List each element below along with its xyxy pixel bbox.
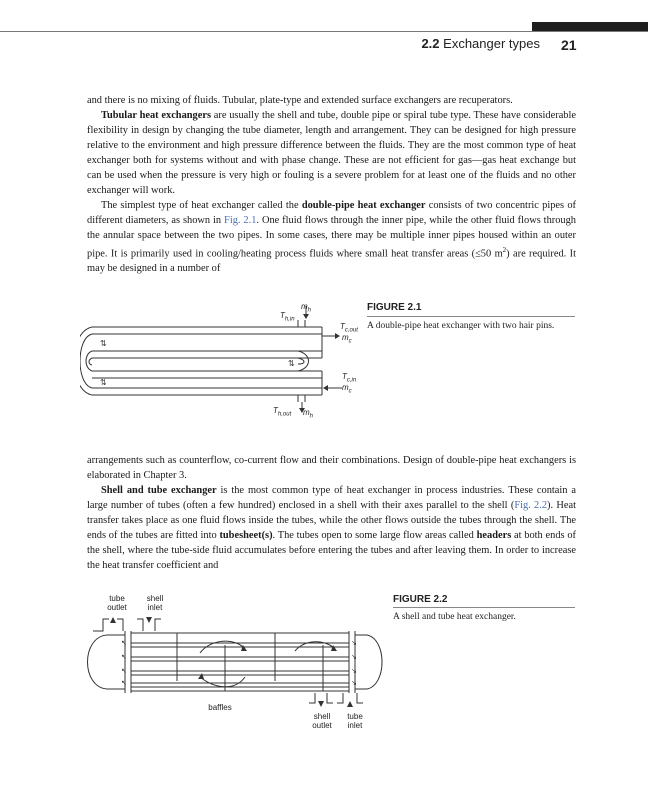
label-mh-out: $m_h$ xyxy=(303,408,314,420)
label-tc-in: $T_{c,in}$ xyxy=(342,372,357,384)
section-number: 2.2 xyxy=(421,36,440,51)
svg-text:⇅: ⇅ xyxy=(100,378,107,387)
label-th-in: $T_{h,in}$ xyxy=(280,311,295,323)
svg-text:↖: ↖ xyxy=(121,640,127,647)
running-header xyxy=(380,36,540,51)
label-baffles: baffles xyxy=(208,703,232,712)
header-rule xyxy=(0,31,648,32)
svg-text:↘: ↘ xyxy=(351,640,357,647)
figure-2-2-diagram xyxy=(85,615,385,710)
label-tube-outlet: tube outlet xyxy=(107,594,127,612)
term-shell-tube: Shell and tube exchanger xyxy=(101,485,217,496)
svg-text:↖: ↖ xyxy=(121,654,127,661)
label-tube-inlet: tube inlet xyxy=(347,712,363,730)
svg-text:↘: ↘ xyxy=(351,668,357,675)
figure-2-1-rule xyxy=(367,316,575,317)
figure-2-2-caption: A shell and tube heat exchanger. xyxy=(393,612,516,622)
fig-2-2-link[interactable]: Fig. 2.2 xyxy=(514,500,548,511)
figure-2-1-diagram xyxy=(80,300,380,425)
figure-2-1-label: FIGURE 2.1 xyxy=(367,302,422,313)
figure-2-2-label: FIGURE 2.2 xyxy=(393,594,448,605)
svg-text:⇅: ⇅ xyxy=(100,339,107,348)
svg-text:↖: ↖ xyxy=(121,680,127,687)
svg-text:↘: ↘ xyxy=(351,654,357,661)
paragraph-3: The simplest type of heat exchanger called the double-pipe heat exchanger consists of two concentric pipes of different diameters, as shown in Fig. 2.1. One fluid flows through the inner pipe, while the other fluid flows through the annular space between the two pipes. In some cases, there may be multiple inner pipes housed within an outer pipe. It is primarily used in cooling/heating process fluids where small heat transfer areas (≤50 $m^2$) are required. It may be designed in a number of xyxy=(87,200,577,275)
label-mh-in: $m_h$ xyxy=(301,302,312,314)
fig-2-1-link[interactable]: Fig. 2.1 xyxy=(224,215,257,226)
label-th-out: $T_{h,out}$ xyxy=(273,406,292,418)
svg-text:↖: ↖ xyxy=(121,668,127,675)
paragraph-5: Shell and tube exchanger is the most common type of heat exchanger in process industries. These contain a large number of tubes (often a few hundred) enclosed in a shell with their axes parallel to the shell (Fig. 2.2). Heat transfer takes place as one fluid flows inside the tubes, while the other flows outside the tubes through the shell. The ends of the tubes are fitted into tubesheet(s). The tubes open to some large flow areas called headers at both ends of the shell, where the tube-side fluid accumulates before entering the tubes and after leaving them. In order to increase the heat transfer coefficient and xyxy=(87,485,576,571)
term-tubesheet: tubesheet(s) xyxy=(219,530,273,541)
paragraph-1: and there is no mixing of fluids. Tubular, plate-type and extended surface exchangers are recuperators. xyxy=(87,95,513,106)
paragraph-4: arrangements such as counterflow, co-current flow and their combinations. Design of double-pipe heat exchangers is elaborated in Chapter 3. xyxy=(87,455,576,481)
label-tc-out: $T_{c,out}$ xyxy=(340,322,358,334)
middle-text-block xyxy=(87,453,576,573)
page-number: 21 xyxy=(561,37,577,53)
section-title: Exchanger types xyxy=(443,36,540,51)
top-text-block xyxy=(87,93,576,276)
paragraph-2: Tubular heat exchangers are usually the shell and tube, double pipe or spiral tube type. These have considerable flexibility in design by changing the tube diameter, length and arrangement. They can be designed for high pressure relative to the environment and high pressure difference between the fluids. They are the most common type of heat exchanger both for systems without and with phase change. These are not efficient for gas—gas heat exchange but can be used when the pressure is very high or fouling is a severe problem for at least one of the fluids and no other exchanger will work. xyxy=(87,110,576,196)
term-tubular: Tubular heat exchangers xyxy=(101,110,212,121)
figure-2-2-rule xyxy=(393,607,575,608)
term-headers: headers xyxy=(476,530,512,541)
label-shell-outlet: shell outlet xyxy=(312,712,332,730)
svg-text:↘: ↘ xyxy=(351,680,357,687)
figure-2-1-caption: A double-pipe heat exchanger with two hair pins. xyxy=(367,321,555,331)
label-mc-out: $m_c$ xyxy=(342,333,352,345)
label-shell-inlet: shell inlet xyxy=(146,594,164,612)
label-mc-in: $m_c$ xyxy=(342,383,352,395)
term-double-pipe: double-pipe heat exchanger xyxy=(301,200,426,211)
svg-text:⇅: ⇅ xyxy=(288,359,295,368)
